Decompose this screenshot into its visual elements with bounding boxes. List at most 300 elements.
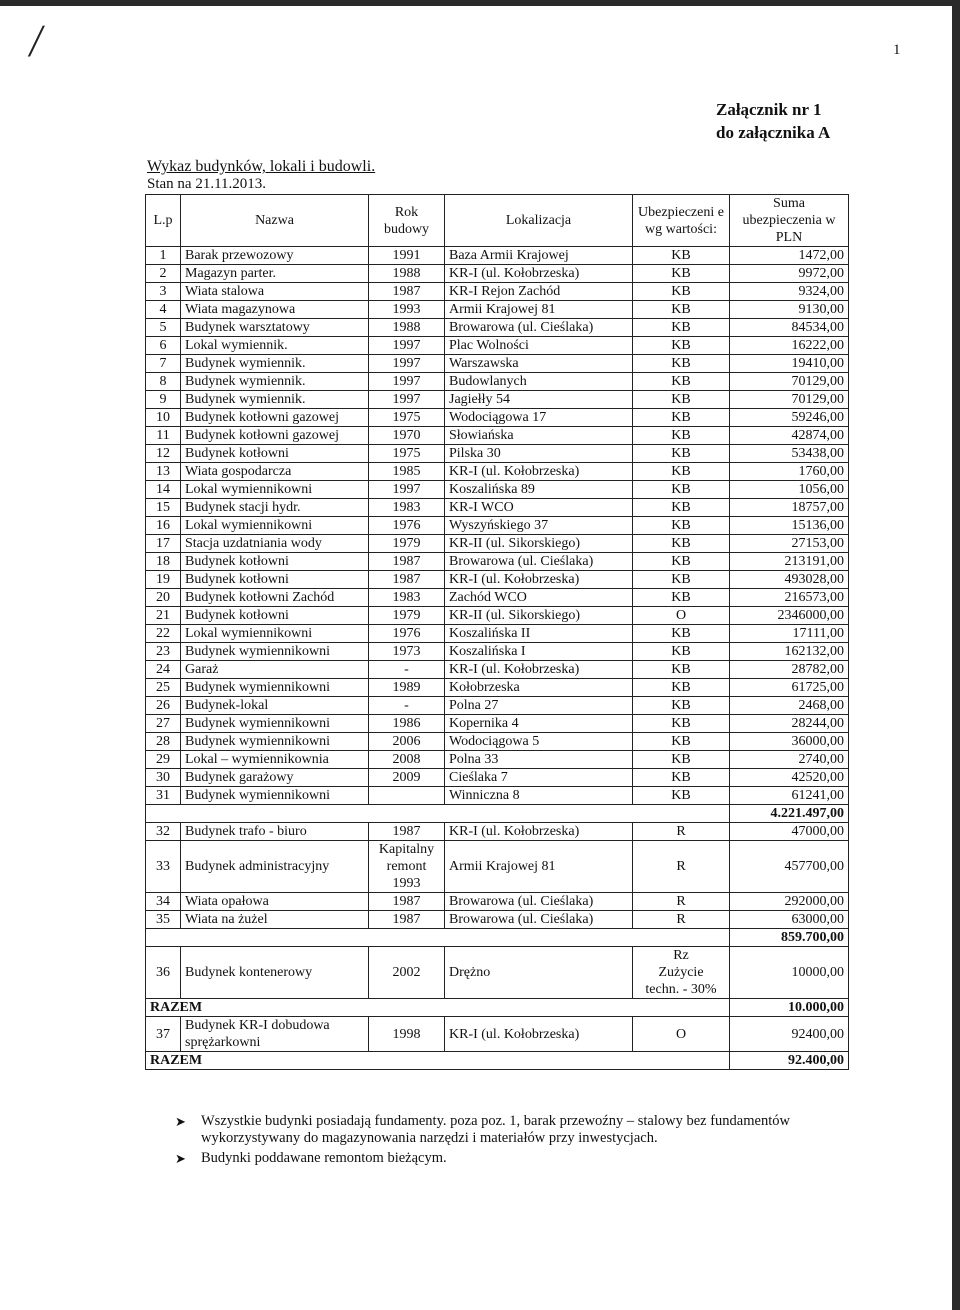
table-row (146, 733, 849, 751)
table-cell: 19 (146, 571, 181, 589)
table-cell: Garaż (181, 661, 369, 679)
table-cell: KB (633, 319, 730, 337)
table-cell: 36 (146, 947, 181, 999)
table-row (146, 893, 849, 911)
table-cell: 30 (146, 769, 181, 787)
table-cell: 1973 (369, 643, 445, 661)
cell-line: remont (386, 859, 427, 874)
table-row (146, 823, 849, 841)
annex-line-1: Załącznik nr 1 (716, 100, 822, 119)
table-cell: Jagiełły 54 (445, 391, 633, 409)
table-cell: Wiata stalowa (181, 283, 369, 301)
table-cell: 21 (146, 607, 181, 625)
table-cell: KB (633, 535, 730, 553)
table-cell: 37 (146, 1017, 181, 1052)
table-cell: 1997 (369, 355, 445, 373)
table-cell: 1993 (369, 301, 445, 319)
document-date: Stan na 21.11.2013. (147, 176, 267, 192)
table-cell: 10000,00 (730, 947, 849, 999)
table-cell: 13 (146, 463, 181, 481)
table-cell: KB (633, 247, 730, 265)
table-cell: KR-II (ul. Sikorskiego) (445, 535, 633, 553)
table-cell: KB (633, 499, 730, 517)
page-number: 1 (893, 42, 901, 58)
table-cell: 11 (146, 427, 181, 445)
table-cell: RAZEM (146, 999, 730, 1017)
table-cell: 1983 (369, 589, 445, 607)
table-cell: 32 (146, 823, 181, 841)
table-cell: O (633, 1017, 730, 1052)
table-cell: 1983 (369, 499, 445, 517)
table-cell: KB (633, 427, 730, 445)
table-cell: Budynek kotłowni gazowej (181, 409, 369, 427)
table-cell: 33 (146, 841, 181, 893)
table-cell: Baza Armii Krajowej (445, 247, 633, 265)
table-cell: 10.000,00 (730, 999, 849, 1017)
table-cell: - (369, 661, 445, 679)
header-name: Nazwa (181, 195, 369, 247)
header-location: Lokalizacja (445, 195, 633, 247)
table-cell: 9324,00 (730, 283, 849, 301)
table-row (146, 409, 849, 427)
document-title: Wykaz budynków, lokali i budowli. (147, 158, 376, 175)
table-cell: 17111,00 (730, 625, 849, 643)
table-cell: 36000,00 (730, 733, 849, 751)
table-cell: KR-I (ul. Kołobrzeska) (445, 661, 633, 679)
table-cell: 35 (146, 911, 181, 929)
table-cell: Budynek-lokal (181, 697, 369, 715)
table-cell: 1988 (369, 265, 445, 283)
table-row (146, 463, 849, 481)
table-cell: Wodociągowa 5 (445, 733, 633, 751)
table-cell: Browarowa (ul. Cieślaka) (445, 553, 633, 571)
subtotal-row (146, 929, 849, 947)
table-cell: 1986 (369, 715, 445, 733)
table-cell: 53438,00 (730, 445, 849, 463)
table-row (146, 841, 849, 893)
table-cell: KB (633, 265, 730, 283)
table-body (146, 247, 849, 1070)
table-cell: Drężno (445, 947, 633, 999)
arrow-bullet-icon: ➤ (175, 1114, 186, 1129)
buildings-table (145, 194, 849, 1070)
table-cell: Kołobrzeska (445, 679, 633, 697)
table-row (146, 265, 849, 283)
scan-edge-top (0, 0, 960, 6)
table-cell (633, 947, 730, 999)
table-cell: 2346000,00 (730, 607, 849, 625)
table-cell: Pilska 30 (445, 445, 633, 463)
table-cell: Koszalińska II (445, 625, 633, 643)
header-insurance: Ubezpieczeni e wg wartości: (633, 195, 730, 247)
table-cell: 213191,00 (730, 553, 849, 571)
table-cell: Budynek kontenerowy (181, 947, 369, 999)
table-cell: R (633, 823, 730, 841)
table-row (146, 679, 849, 697)
table-row (146, 911, 849, 929)
table-cell: 27 (146, 715, 181, 733)
handwritten-slash: / (26, 15, 47, 66)
header-lp: L.p (146, 195, 181, 247)
table-cell: KB (633, 391, 730, 409)
table-cell: 84534,00 (730, 319, 849, 337)
table-cell: 28244,00 (730, 715, 849, 733)
table-cell: 1987 (369, 571, 445, 589)
table-cell: 22 (146, 625, 181, 643)
table-cell: Wiata na żużel (181, 911, 369, 929)
table-cell: KB (633, 571, 730, 589)
table-cell: 1997 (369, 391, 445, 409)
scan-edge-right (952, 0, 960, 1310)
table-row (146, 715, 849, 733)
cell-line: sprężarkowni (185, 1035, 261, 1050)
table-row (146, 769, 849, 787)
table-cell: 1 (146, 247, 181, 265)
table-cell: 8 (146, 373, 181, 391)
table-cell: Budynek stacji hydr. (181, 499, 369, 517)
table-row (146, 661, 849, 679)
table-row (146, 355, 849, 373)
table-cell: KB (633, 355, 730, 373)
table-row (146, 337, 849, 355)
note-text-1: Wszystkie budynki posiadają fundamenty. poza poz. 1, barak przewoźny – stalowy bez fundamentów wykorzystywany do magazynowania narzędzi i materiałów przy inwestycjach. (201, 1113, 790, 1146)
table-cell: Budynek trafo - biuro (181, 823, 369, 841)
table-cell: KB (633, 445, 730, 463)
table-cell: 70129,00 (730, 391, 849, 409)
table-cell: 47000,00 (730, 823, 849, 841)
table-cell (146, 929, 730, 947)
table-cell: KB (633, 481, 730, 499)
table-cell: 28782,00 (730, 661, 849, 679)
table-cell: Budynek kotłowni (181, 607, 369, 625)
table-cell: KB (633, 661, 730, 679)
table-row (146, 553, 849, 571)
table-cell: 2468,00 (730, 697, 849, 715)
table-cell: 29 (146, 751, 181, 769)
table-cell: Barak przewozowy (181, 247, 369, 265)
table-cell: 2002 (369, 947, 445, 999)
cell-line: 1993 (392, 876, 421, 891)
table-cell: 9972,00 (730, 265, 849, 283)
table-cell: 23 (146, 643, 181, 661)
table-row (146, 1017, 849, 1052)
table-cell: 12 (146, 445, 181, 463)
table-cell: KB (633, 373, 730, 391)
table-cell: KB (633, 625, 730, 643)
table-cell: 20 (146, 589, 181, 607)
table-cell: 9 (146, 391, 181, 409)
table-cell: O (633, 607, 730, 625)
table-cell: 16222,00 (730, 337, 849, 355)
note-item (175, 1150, 855, 1167)
table-cell: Warszawska (445, 355, 633, 373)
table-cell: Budynek wymiennikowni (181, 643, 369, 661)
table-cell: 26 (146, 697, 181, 715)
table-cell: Budynek wymiennikowni (181, 715, 369, 733)
table-cell: KR-I (ul. Kołobrzeska) (445, 463, 633, 481)
table-cell: 1997 (369, 337, 445, 355)
table-cell: 859.700,00 (730, 929, 849, 947)
table-cell: Browarowa (ul. Cieślaka) (445, 893, 633, 911)
table-cell: 1970 (369, 427, 445, 445)
table-row (146, 517, 849, 535)
table-cell: 6 (146, 337, 181, 355)
table-cell: 1987 (369, 823, 445, 841)
table-row (146, 571, 849, 589)
table-cell: 1987 (369, 553, 445, 571)
table-cell: KB (633, 589, 730, 607)
table-row (146, 589, 849, 607)
table-cell: KB (633, 751, 730, 769)
table-cell: 2 (146, 265, 181, 283)
table-row (146, 301, 849, 319)
table-cell: Budynek wymiennikowni (181, 787, 369, 805)
table-row (146, 625, 849, 643)
table-cell: KB (633, 409, 730, 427)
table-cell: Wyszyńskiego 37 (445, 517, 633, 535)
table-cell: 17 (146, 535, 181, 553)
table-cell: 42874,00 (730, 427, 849, 445)
note-item (175, 1113, 855, 1147)
table-cell: 1056,00 (730, 481, 849, 499)
note-text-2: Budynki poddawane remontom bieżącym. (201, 1150, 447, 1166)
table-row (146, 283, 849, 301)
table-row (146, 373, 849, 391)
table-cell: KB (633, 553, 730, 571)
table-cell: 5 (146, 319, 181, 337)
table-row (146, 499, 849, 517)
table-cell: Koszalińska I (445, 643, 633, 661)
cell-line: Zużycie (658, 965, 704, 980)
total-row (146, 999, 849, 1017)
table-cell: 16 (146, 517, 181, 535)
table-cell: 59246,00 (730, 409, 849, 427)
table-cell: 493028,00 (730, 571, 849, 589)
table-cell: Lokal wymiennikowni (181, 517, 369, 535)
table-cell: 1979 (369, 535, 445, 553)
table-cell: 42520,00 (730, 769, 849, 787)
table-cell: KB (633, 301, 730, 319)
table-cell: 292000,00 (730, 893, 849, 911)
total-row (146, 1052, 849, 1070)
header-sum: Suma ubezpieczenia w PLN (730, 195, 849, 247)
table-cell: Budynek kotłowni (181, 553, 369, 571)
table-cell: 31 (146, 787, 181, 805)
table-cell: Budynek wymiennik. (181, 373, 369, 391)
table-cell: 1975 (369, 409, 445, 427)
table-cell: 70129,00 (730, 373, 849, 391)
table-cell: KR-I (ul. Kołobrzeska) (445, 571, 633, 589)
table-row (146, 607, 849, 625)
table-row (146, 643, 849, 661)
table-cell: Budynek kotłowni (181, 571, 369, 589)
table-cell: 61725,00 (730, 679, 849, 697)
table-cell: KB (633, 733, 730, 751)
table-cell: Słowiańska (445, 427, 633, 445)
table-cell: 1988 (369, 319, 445, 337)
table-cell: Budynek wymiennikowni (181, 679, 369, 697)
table-cell: Wiata opałowa (181, 893, 369, 911)
table-cell: 15136,00 (730, 517, 849, 535)
table-row (146, 391, 849, 409)
table-cell: KR-I WCO (445, 499, 633, 517)
table-cell: 25 (146, 679, 181, 697)
table-cell: R (633, 911, 730, 929)
table-cell: - (369, 697, 445, 715)
annex-heading (716, 98, 830, 144)
table-cell: KR-I Rejon Zachód (445, 283, 633, 301)
table-cell: KB (633, 337, 730, 355)
table-cell: 457700,00 (730, 841, 849, 893)
table-cell (181, 1017, 369, 1052)
table-cell: Armii Krajowej 81 (445, 301, 633, 319)
table-cell: 3 (146, 283, 181, 301)
table-cell (369, 787, 445, 805)
table-cell: 28 (146, 733, 181, 751)
table-cell: 27153,00 (730, 535, 849, 553)
table-cell: KR-I (ul. Kołobrzeska) (445, 1017, 633, 1052)
table-cell: Wiata magazynowa (181, 301, 369, 319)
table-cell: Polna 27 (445, 697, 633, 715)
table-cell: 19410,00 (730, 355, 849, 373)
table-cell: Magazyn parter. (181, 265, 369, 283)
table-cell: KB (633, 463, 730, 481)
table-cell: 92.400,00 (730, 1052, 849, 1070)
table-cell: KR-I (ul. Kołobrzeska) (445, 823, 633, 841)
table-cell: KB (633, 643, 730, 661)
table-row (146, 787, 849, 805)
table-row (146, 697, 849, 715)
table-cell: Budynek kotłowni gazowej (181, 427, 369, 445)
table-cell: KR-I (ul. Kołobrzeska) (445, 265, 633, 283)
table-cell: 1985 (369, 463, 445, 481)
table-cell: Lokal – wymiennikownia (181, 751, 369, 769)
table-cell (146, 805, 730, 823)
table-cell: 18757,00 (730, 499, 849, 517)
table-cell: 1997 (369, 481, 445, 499)
table-cell (369, 841, 445, 893)
table-cell: KR-II (ul. Sikorskiego) (445, 607, 633, 625)
table-cell: 7 (146, 355, 181, 373)
table-cell: Cieślaka 7 (445, 769, 633, 787)
table-row (146, 535, 849, 553)
table-cell: 1987 (369, 283, 445, 301)
table-cell: Wiata gospodarcza (181, 463, 369, 481)
table-cell: KB (633, 787, 730, 805)
table-cell: 162132,00 (730, 643, 849, 661)
table-row (146, 481, 849, 499)
table-cell: Kopernika 4 (445, 715, 633, 733)
table-cell: Lokal wymiennikowni (181, 625, 369, 643)
table-cell: 2008 (369, 751, 445, 769)
table-cell: Lokal wymiennik. (181, 337, 369, 355)
table-cell: Winniczna 8 (445, 787, 633, 805)
table-cell: KB (633, 679, 730, 697)
table-cell: 1998 (369, 1017, 445, 1052)
table-cell: 216573,00 (730, 589, 849, 607)
table-cell: 9130,00 (730, 301, 849, 319)
table-row (146, 427, 849, 445)
table-cell: KB (633, 715, 730, 733)
table-cell: Budynek wymiennik. (181, 391, 369, 409)
table-cell: 1976 (369, 517, 445, 535)
notes (175, 1113, 855, 1170)
table-cell: 14 (146, 481, 181, 499)
table-cell: Budynek kotłowni Zachód (181, 589, 369, 607)
table-cell: Budynek wymiennik. (181, 355, 369, 373)
table-cell: Stacja uzdatniania wody (181, 535, 369, 553)
table-cell: Armii Krajowej 81 (445, 841, 633, 893)
table-cell: 10 (146, 409, 181, 427)
table-cell: Browarowa (ul. Cieślaka) (445, 319, 633, 337)
table-cell: 18 (146, 553, 181, 571)
table-cell: KB (633, 517, 730, 535)
table-cell: 92400,00 (730, 1017, 849, 1052)
table-cell: RAZEM (146, 1052, 730, 1070)
table-cell: 63000,00 (730, 911, 849, 929)
table-row (146, 751, 849, 769)
table-row (146, 947, 849, 999)
table-cell: 1989 (369, 679, 445, 697)
table-cell: 34 (146, 893, 181, 911)
table-cell: Plac Wolności (445, 337, 633, 355)
cell-line: Rz (673, 948, 689, 963)
table-cell: Budynek administracyjny (181, 841, 369, 893)
table-cell: 1472,00 (730, 247, 849, 265)
table-cell: KB (633, 697, 730, 715)
table-cell: 2009 (369, 769, 445, 787)
table-cell: R (633, 893, 730, 911)
table-cell: 1987 (369, 911, 445, 929)
table-row (146, 247, 849, 265)
table-cell: Lokal wymiennikowni (181, 481, 369, 499)
table-cell: 2740,00 (730, 751, 849, 769)
table-row (146, 319, 849, 337)
table-cell: 24 (146, 661, 181, 679)
table-cell: 1979 (369, 607, 445, 625)
table-cell: Budynek warsztatowy (181, 319, 369, 337)
table-cell: Polna 33 (445, 751, 633, 769)
table-cell: R (633, 841, 730, 893)
cell-line: Kapitalny (378, 842, 435, 857)
header-year: Rok budowy (369, 195, 445, 247)
table-cell: 15 (146, 499, 181, 517)
table-row (146, 445, 849, 463)
subtotal-row (146, 805, 849, 823)
table-cell: Koszalińska 89 (445, 481, 633, 499)
table-cell: KB (633, 769, 730, 787)
table-cell: KB (633, 283, 730, 301)
table-cell: Budynek kotłowni (181, 445, 369, 463)
table-cell: 2006 (369, 733, 445, 751)
arrow-bullet-icon: ➤ (175, 1151, 186, 1166)
table-cell: Budynek wymiennikowni (181, 733, 369, 751)
table-header-row (146, 195, 849, 247)
cell-line: Budynek KR-I dobudowa (185, 1018, 330, 1033)
cell-line: techn. - 30% (645, 982, 717, 997)
table-cell: 1991 (369, 247, 445, 265)
table-cell: 1975 (369, 445, 445, 463)
table-cell: 4.221.497,00 (730, 805, 849, 823)
annex-line-2: do załącznika A (716, 123, 831, 142)
table-cell: Budynek garażowy (181, 769, 369, 787)
table-cell: Zachód WCO (445, 589, 633, 607)
table-cell: 1976 (369, 625, 445, 643)
table-cell: 1760,00 (730, 463, 849, 481)
table-cell: 1987 (369, 893, 445, 911)
table-cell: Browarowa (ul. Cieślaka) (445, 911, 633, 929)
table-cell: Wodociągowa 17 (445, 409, 633, 427)
